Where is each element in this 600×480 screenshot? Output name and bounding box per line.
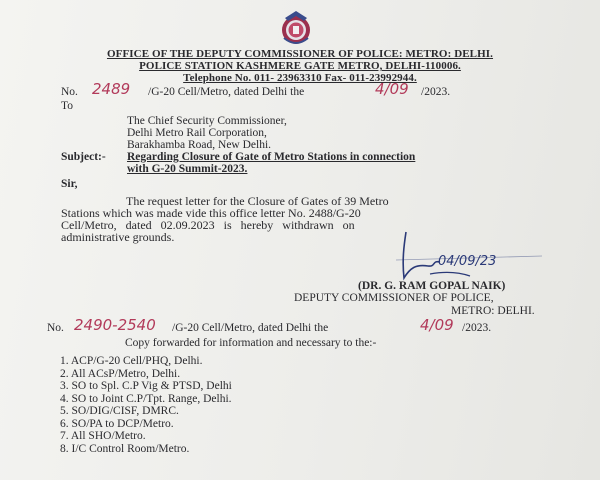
ref-text: /G-20 Cell/Metro, dated Delhi the <box>148 86 305 98</box>
list-item: 6. SO/PA to DCP/Metro. <box>60 417 174 430</box>
to-label: To <box>61 100 73 112</box>
copy-ref-number-handwritten: 2490-2540 <box>74 316 156 334</box>
body-line: Stations which was made vide this office letter No. 2488/G-20 <box>61 206 361 220</box>
copy-ref-text: /G-20 Cell/Metro, dated Delhi the <box>172 322 329 334</box>
salutation: Sir, <box>61 178 78 190</box>
addressee-line: Barakhamba Road, New Delhi. <box>127 139 272 151</box>
ref-year: /2023. <box>421 86 451 98</box>
list-item: 7. All SHO/Metro. <box>60 430 146 442</box>
signature-date-handwritten: 04/09/23 <box>438 254 497 269</box>
copy-ref-year: /2023. <box>462 322 492 334</box>
body-line: The request letter for the Closure of Gates of 39 Metro <box>126 194 389 208</box>
list-item: 1. ACP/G-20 Cell/PHQ, Delhi. <box>60 355 203 367</box>
copy-ref-date-handwritten: 4/09 <box>420 316 454 334</box>
copy-intro: Copy forwarded for information and necessary to the:- <box>125 337 377 349</box>
ref-date-handwritten: 4/09 <box>375 80 409 98</box>
office-header-line2: POLICE STATION KASHMERE GATE METRO, DELHI-110006. <box>139 60 461 72</box>
office-header-line3: Telephone No. 011- 23963310 Fax- 011-23992944. <box>183 72 417 84</box>
list-item: 4. SO to Joint C.P/Tpt. Range, Delhi. <box>60 392 232 405</box>
list-item: 8. I/C Control Room/Metro. <box>60 442 190 455</box>
subject-line2: with G-20 Summit-2023. <box>127 163 248 175</box>
signatory-name: (DR. G. RAM GOPAL NAIK) <box>358 280 506 292</box>
signatory-unit: METRO: DELHI. <box>451 305 535 317</box>
ref-prefix: No. <box>61 86 78 98</box>
copy-recipients-list <box>60 355 232 455</box>
delhi-police-emblem-icon <box>276 8 316 48</box>
list-item: 3. SO to Spl. C.P Vig & PTSD, Delhi <box>60 380 232 392</box>
body-line: administrative grounds. <box>61 230 175 244</box>
addressee-line: Delhi Metro Rail Corporation, <box>127 127 267 139</box>
subject-label: Subject:- <box>61 151 106 163</box>
list-item: 2. All ACsP/Metro, Delhi. <box>60 367 181 380</box>
body-line: Cell/Metro, dated 02.09.2023 is hereby withdrawn on <box>61 218 355 232</box>
ref-number-handwritten: 2489 <box>92 80 131 98</box>
office-header-line1: OFFICE OF THE DEPUTY COMMISSIONER OF POLICE: METRO: DELHI. <box>106 48 494 60</box>
copy-ref-prefix: No. <box>47 322 64 334</box>
subject-line1: Regarding Closure of Gate of Metro Stations in connection <box>127 151 416 163</box>
list-item: 5. SO/DIG/CISF, DMRC. <box>60 405 179 417</box>
signatory-title: DEPUTY COMMISSIONER OF POLICE, <box>294 292 494 304</box>
addressee-line: The Chief Security Commissioner, <box>127 115 287 127</box>
